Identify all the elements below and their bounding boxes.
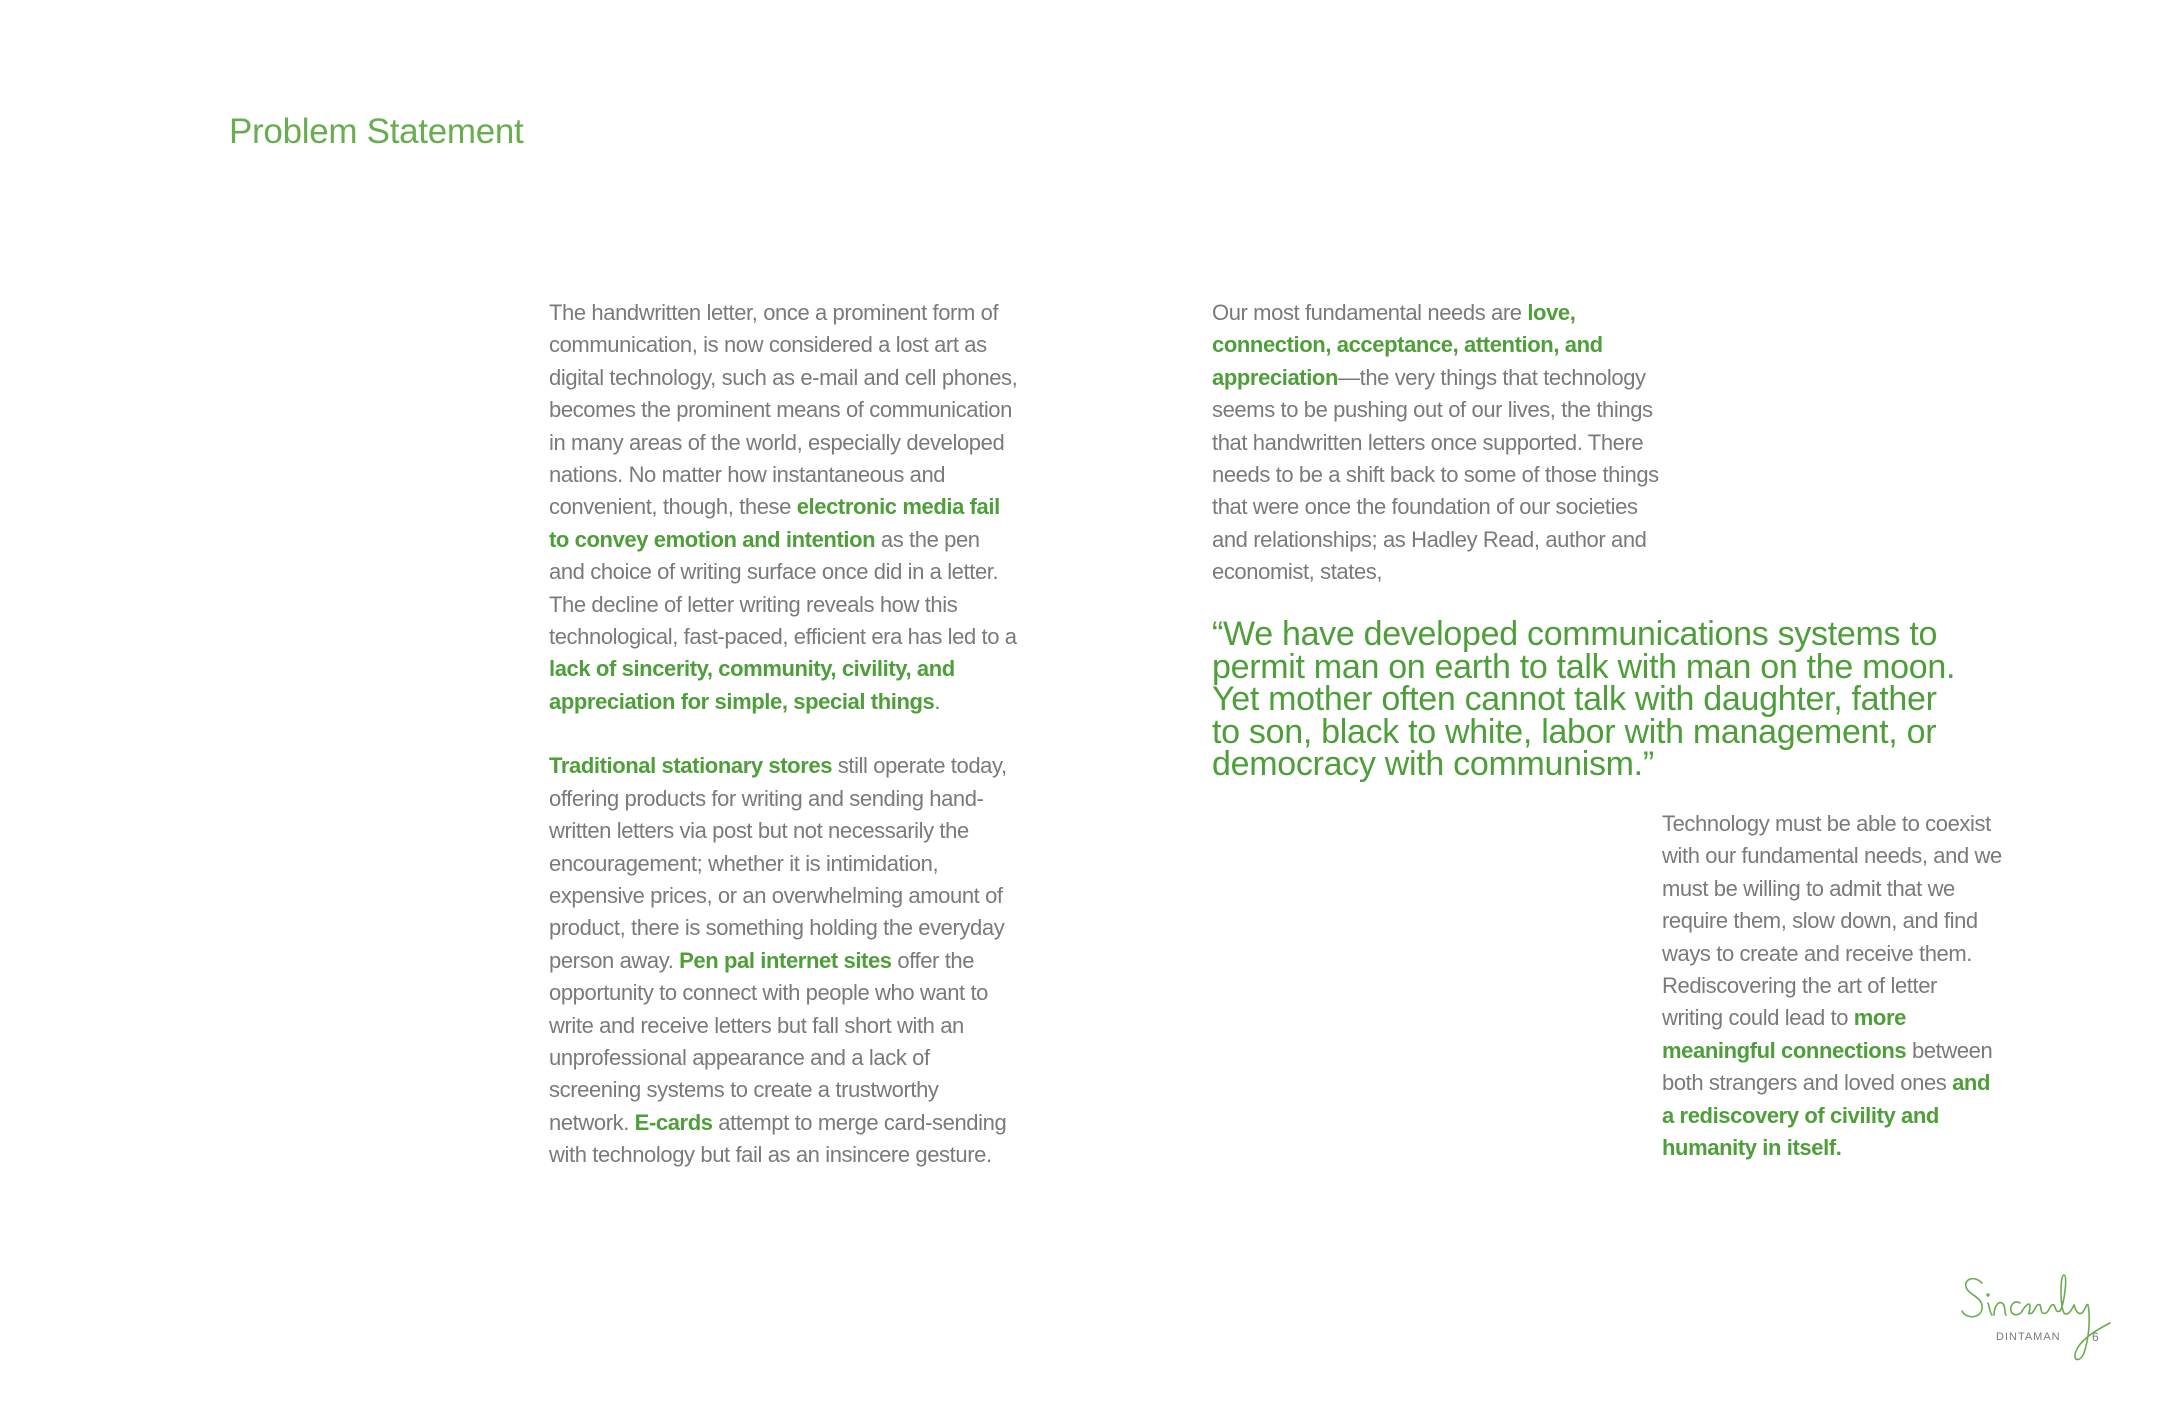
page-number: 6 [2092, 1330, 2099, 1344]
highlight-text: electronic media fail to convey emotion and intention [549, 494, 1000, 552]
body-text: —the very things that technology seems to be pushing out of our lives, the things that handwritten letters once supported. There needs to be a shift back to some of those things that were once the foundation of our societies and relationships; as Hadley Read, author and economist, states, [1212, 364, 1659, 585]
highlight-text: E-cards [634, 1109, 713, 1135]
paragraph [549, 750, 1019, 1171]
pull-quote: “We have developed communications systems to permit man on earth to talk with man on the moon. Yet mother often cannot talk with daughter, father to son, black to white, labor with management, or democracy with communism.” [1212, 615, 1956, 783]
highlight-text: Pen pal internet sites [679, 947, 892, 973]
highlight-text: love, connection, acceptance, attention, and appreciation [1212, 300, 1603, 390]
body-text: offer the opportunity to connect with people who want to write and receive letters but fall short with an unprofessional appearance and a lack of screening systems to create a trustworthy network. [549, 947, 989, 1135]
highlight-text: and a rediscovery of civility and humanity in itself. [1662, 1070, 1991, 1161]
logo-wordmark: DINTAMAN [1996, 1331, 2061, 1343]
body-text: between both strangers and loved ones [1662, 1037, 1993, 1096]
page-title: Problem Statement [229, 112, 524, 151]
paragraph [1662, 808, 2002, 1164]
paragraph [549, 297, 1019, 718]
sincerely-logo [1960, 1265, 2120, 1375]
highlight-text: Traditional stationary stores [549, 753, 833, 779]
body-column-conclusion [1662, 808, 2002, 1164]
body-text: . [934, 688, 941, 714]
body-text: Our most fundamental needs are [1212, 300, 1528, 325]
body-text: The handwritten letter, once a prominent form of communication, is now considered a lost art as digital technology, such as e-mail and cell phones, becomes the prominent means of communication in many areas of the world, especially developed nations. No matter how instantaneous and convenient, though, these [549, 300, 1018, 520]
body-text: still operate today, offering products for writing and sending hand-written letters via post but not necessarily the encouragement; whether it is intimidation, expensive prices, or an overwhelming amount of product, there is something holding the everyday person away. [549, 753, 1007, 973]
body-text: attempt to merge card-sending with technology but fail as an insincere gesture. [549, 1109, 1007, 1168]
body-column-left [549, 297, 1019, 1172]
highlight-text: more meaningful connections [1662, 1005, 1907, 1063]
paragraph [1212, 297, 1662, 589]
body-column-right [1212, 297, 1662, 589]
body-text: Technology must be able to coexist with our fundamental needs, and we must be willing to admit that we require them, slow down, and find ways to create and receive them. Rediscovering the art of letter writing could lead to [1662, 811, 2002, 1031]
body-text: as the pen and choice of writing surface once did in a letter. The decline of letter writing reveals how this technological, fast-paced, efficient era has led to a [549, 526, 1017, 650]
sincerely-script-logo [1960, 1265, 2120, 1375]
highlight-text: lack of sincerity, community, civility, and appreciation for simple, special things [549, 656, 955, 714]
